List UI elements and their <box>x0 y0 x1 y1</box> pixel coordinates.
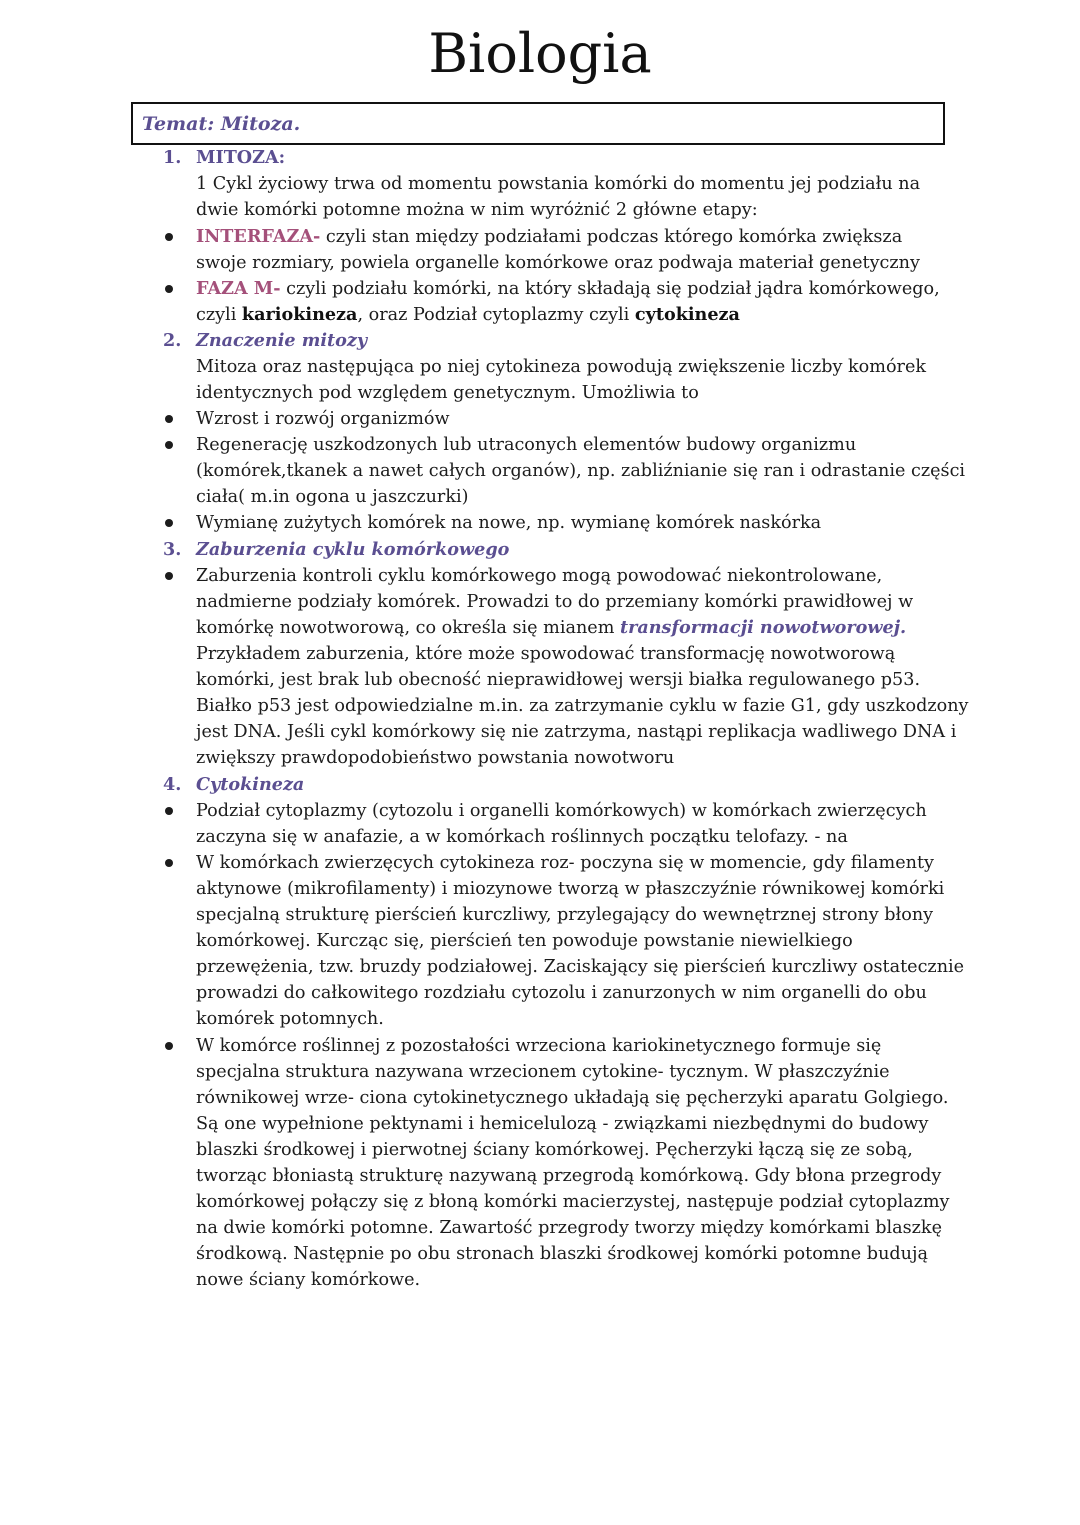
section-heading-mitoza: MITOZA: <box>196 147 286 168</box>
text: komórkę nowotworową, co określa się mianem <box>196 618 620 638</box>
list-item: W komórkach zwierzęcych cytokineza roz- poczyna się w momencie, gdy filamenty <box>196 853 934 873</box>
paragraph-line: dwie komórki potomne można w nim wyróżnić 2 główne etapy: <box>196 200 758 220</box>
paragraph-line: komórki, jest brak lub obecność nieprawidłowej wersji białka regulowanego p53. <box>196 670 921 690</box>
section-heading-zaburzenia: Zaburzenia cyklu komórkowego <box>196 539 510 560</box>
paragraph-line: komórkowej połączy się z błoną komórki macierzystej, następuje podział cytoplazmy <box>196 1192 950 1212</box>
term-transformacja: transformacji nowotworowej. <box>619 617 907 638</box>
paragraph-line <box>196 615 906 641</box>
paragraph-line: 1 Cykl życiowy trwa od momentu powstania komórki do momentu jej podziału na <box>196 174 921 194</box>
bullet-icon <box>165 441 173 449</box>
list-item <box>196 276 940 302</box>
paragraph-line: Białko p53 jest odpowiedzialne m.in. za zatrzymanie cyklu w fazie G1, gdy uszkodzony <box>196 696 969 716</box>
page-title: Biologia <box>428 22 652 85</box>
list-item: Regenerację uszkodzonych lub utraconych elementów budowy organizmu <box>196 435 857 455</box>
paragraph-line: komórkowej. Kurcząc się, pierścień ten powoduje powstanie niewielkiego <box>196 931 853 951</box>
topic-box <box>131 102 945 145</box>
paragraph-line: komórek potomnych. <box>196 1009 384 1029</box>
paragraph-line: nadmierne podziały komórek. Prowadzi to do przemiany komórki prawidłowej w <box>196 592 914 612</box>
bullet-icon <box>165 285 173 293</box>
paragraph-line: zaczyna się w anafazie, a w komórkach roślinnych początku telofazy. - na <box>196 827 848 847</box>
text: czyli <box>196 305 242 325</box>
paragraph-line: ciała( m.in ogona u jaszczurki) <box>196 487 469 507</box>
paragraph-line: nowe ściany komórkowe. <box>196 1270 421 1290</box>
list-item: Wzrost i rozwój organizmów <box>196 409 450 429</box>
topic-title: Temat: Mitoza. <box>142 113 301 135</box>
paragraph-line: specjalną strukturę pierścień kurczliwy, przylegający do wewnętrznej strony błony <box>196 905 934 925</box>
section-heading-cytokineza: Cytokineza <box>196 774 305 795</box>
paragraph-line: swoje rozmiary, powiela organelle komórkowe oraz podwaja materiał genetyczny <box>196 253 920 273</box>
bullet-icon <box>165 233 173 241</box>
paragraph-line: równikowej wrze- ciona cytokinetycznego układają się pęcherzyki aparatu Golgiego. <box>196 1088 949 1108</box>
list-item: W komórce roślinnej z pozostałości wrzeciona kariokinetycznego formuje się <box>196 1036 882 1056</box>
section-number: 4. <box>163 774 182 795</box>
bullet-icon <box>165 572 173 580</box>
list-item-text: czyli podziału komórki, na który składają się podział jądra komórkowego, <box>280 279 940 299</box>
section-heading-znaczenie: Znaczenie mitozy <box>196 330 368 351</box>
paragraph-line: Mitoza oraz następująca po niej cytokineza powodują zwiększenie liczby komórek <box>196 357 927 377</box>
list-item: Zaburzenia kontroli cyklu komórkowego mogą powodować niekontrolowane, <box>196 566 883 586</box>
bullet-icon <box>165 519 173 527</box>
paragraph-line: identycznych pod względem genetycznym. Umożliwia to <box>196 383 699 403</box>
paragraph-line: prowadzi do całkowitego rozdziału cytozolu i zanurzonych w nim organelli do obu <box>196 983 927 1003</box>
list-item: Wymianę zużytych komórek na nowe, np. wymianę komórek naskórka <box>196 513 822 533</box>
paragraph-line: tworząc błoniastą strukturę nazywaną przegrodą komórkową. Gdy błona przegrody <box>196 1166 942 1186</box>
paragraph-line: jest DNA. Jeśli cykl komórkowy się nie zatrzyma, nastąpi replikacja wadliwego DNA i <box>196 722 957 742</box>
paragraph-line <box>196 302 740 328</box>
term-cytokineza: cytokineza <box>634 304 740 325</box>
paragraph-line: Przykładem zaburzenia, które może spowodować transformację nowotworową <box>196 644 896 664</box>
section-number: 2. <box>163 330 182 351</box>
section-number: 3. <box>163 539 182 560</box>
paragraph-line: przewężenia, tzw. bruzdy podziałowej. Zaciskający się pierścień kurczliwy ostatecznie <box>196 957 965 977</box>
text: , oraz Podział cytoplazmy czyli <box>357 305 635 325</box>
bullet-icon <box>165 1042 173 1050</box>
term-kariokineza: kariokineza <box>241 304 358 325</box>
term-interfaza: INTERFAZA- <box>196 226 321 247</box>
paragraph-line: na dwie komórki potomne. Zawartość przegrody tworzy między komórkami blaszkę <box>196 1218 942 1238</box>
paragraph-line: aktynowe (mikrofilamenty) i miozynowe tworzą w płaszczyźnie równikowej komórki <box>196 879 945 899</box>
list-item <box>196 224 902 250</box>
term-faza-m: FAZA M- <box>196 278 281 299</box>
bullet-icon <box>165 859 173 867</box>
paragraph-line: (komórek,tkanek a nawet całych organów), np. zabliźnianie się ran i odrastanie części <box>196 461 966 481</box>
bullet-icon <box>165 807 173 815</box>
bullet-icon <box>165 415 173 423</box>
paragraph-line: Są one wypełnione pektynami i hemicelulozą - związkami niezbędnymi do budowy <box>196 1114 929 1134</box>
paragraph-line: blaszki środkowej i pierwotnej ściany komórkowej. Pęcherzyki łączą się ze sobą, <box>196 1140 913 1160</box>
paragraph-line: środkową. Następnie po obu stronach blaszki środkowej komórki potomne budują <box>196 1244 928 1264</box>
paragraph-line: specjalna struktura nazywana wrzecionem cytokine- tycznym. W płaszczyźnie <box>196 1062 890 1082</box>
list-item-text: czyli stan między podziałami podczas którego komórka zwiększa <box>320 227 903 247</box>
section-number: 1. <box>163 147 182 168</box>
list-item: Podział cytoplazmy (cytozolu i organelli komórkowych) w komórkach zwierzęcych <box>196 801 927 821</box>
paragraph-line: zwiększy prawdopodobieństwo powstania nowotworu <box>196 748 675 768</box>
